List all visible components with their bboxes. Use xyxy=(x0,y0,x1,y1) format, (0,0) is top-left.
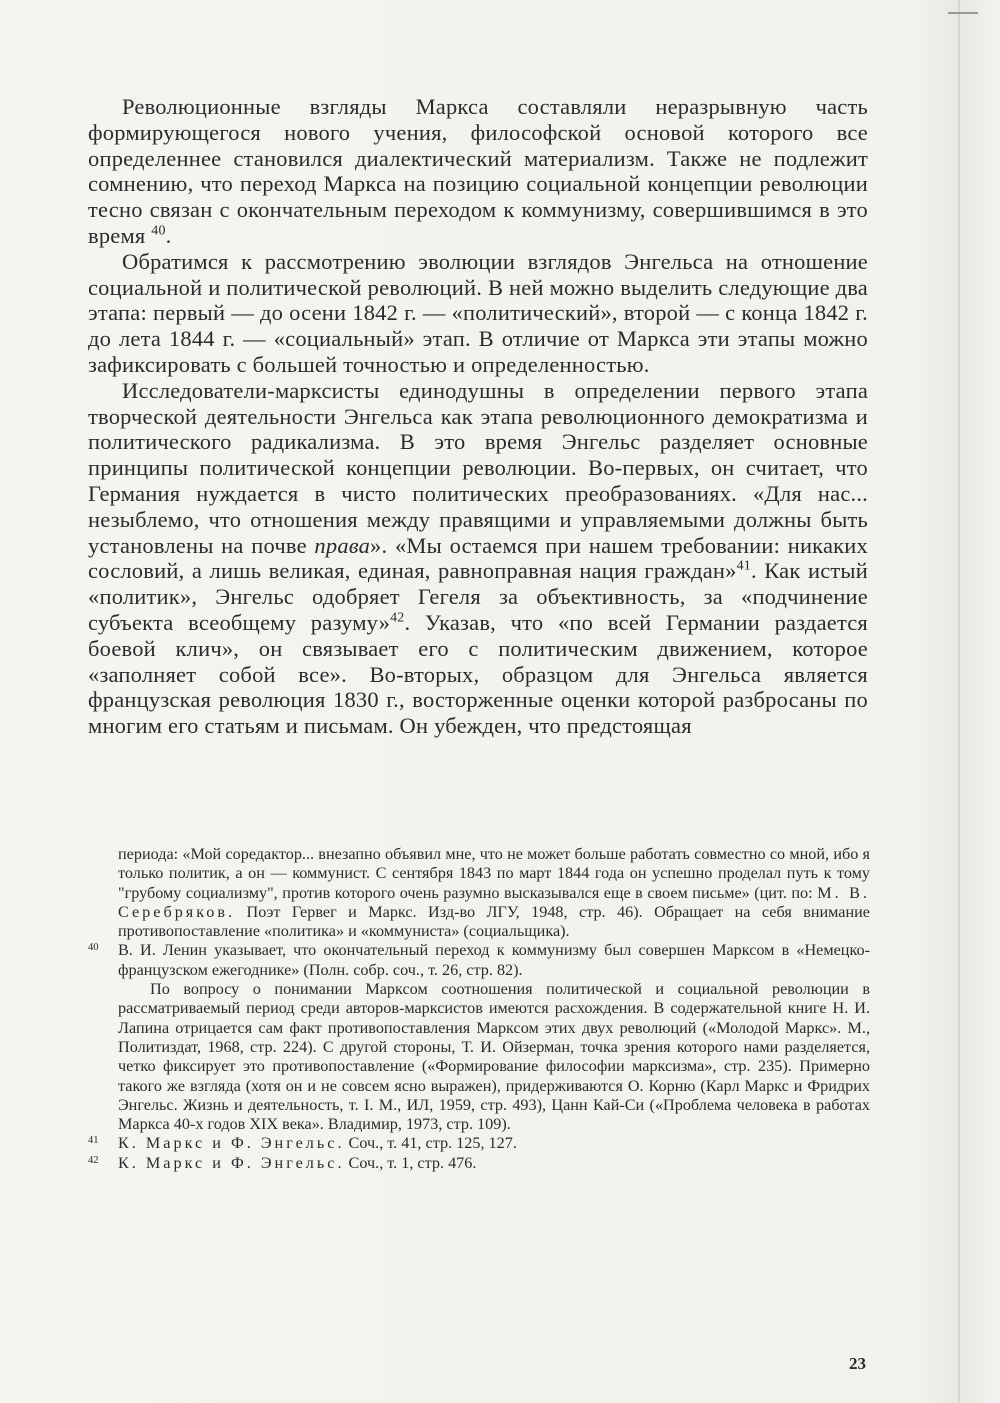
paragraph-3-part-d: . Указав, что «по всей Германии раздается боевой клич», он связывает его с политическим движением, которое «заполняет собой все». Во-вторых, образцом для Энгельса является французская революция 1830 г., восторженные оценки которой разбросаны по многим его статьям и письмам. Он убежден, что предстоящая xyxy=(88,609,868,739)
page-number: 23 xyxy=(849,1354,866,1373)
footnote-41-author: К. Маркс и Ф. Энгельс. xyxy=(118,1134,345,1153)
paragraph-1-end: . xyxy=(165,222,172,248)
footnote-42 xyxy=(88,1154,870,1173)
footnote-ref-40[interactable]: 40 xyxy=(151,223,166,239)
footnote-42-text: Соч., т. 1, стр. 476. xyxy=(348,1153,477,1172)
emphasis-word: права xyxy=(314,532,371,558)
paragraph-1-text: Революционные взгляды Маркса составляли неразрывную часть формирующегося нового учения, философской основой которого все определеннее становился диалектический материализм. Также не подлежит сомнению, что переход Маркса на позицию социальной концепции революции тесно связан с окончательным переходом к коммунизму, совершившимся в это время xyxy=(88,94,868,248)
paragraph-3-part-b: ». «Мы остаемся при нашем требовании: никаких сословий, а лишь великая, единая, равноправная нация граждан» xyxy=(88,532,868,584)
footnote-41-number: 41 xyxy=(88,1135,99,1147)
footnote-cont-part-b: Поэт Гервег и Маркс. Изд-во ЛГУ, 1948, стр. 46). Обращает на себя внимание противопоставление «политика» и «коммуниста» (социальщика). xyxy=(118,902,870,941)
footnote-41 xyxy=(88,1134,870,1153)
footnote-41-text: Соч., т. 41, стр. 125, 127. xyxy=(348,1134,517,1153)
footnote-40-number: 40 xyxy=(88,942,99,954)
footnote-ref-41[interactable]: 41 xyxy=(736,558,751,574)
footnotes xyxy=(88,845,870,1173)
footnote-cont-part-a: периода: «Мой соредактор... внезапно объявил мне, что не может больше работать совместно со мной, ибо я только политик, а он — коммунист. С сентября 1843 по март 1844 года он успешно проделал путь к тому "грубому социализму", против которого очень разумно высказывался еще в своем письме» (цит. по: xyxy=(118,845,870,902)
paragraph-3 xyxy=(88,378,868,739)
footnote-continuation xyxy=(88,845,870,941)
main-text xyxy=(88,94,868,739)
paragraph-2: Обратимся к рассмотрению эволюции взглядов Энгельса на отношение социальной и политической революций. В ней можно выделить следующие два этапа: первый — до осени 1842 г. — «политический», второй — с конца 1842 г. до лета 1844 г. — «социальный» этап. В отличие от Маркса эти этапы можно зафиксировать с большей точностью и определенностью. xyxy=(88,248,868,377)
footnote-42-number: 42 xyxy=(88,1154,99,1166)
footnote-cont-author: М. В. Серебряков. xyxy=(118,883,870,921)
paragraph-3-part-a: Исследователи-марксисты единодушны в определении первого этапа творческой деятельности Энгельса как этапа революционного демократизма и политического радикализма. В это время Энгельс разделяет основные принципы политической концепции революции. Во-первых, он считает, что Германия нуждается в чисто политических преобразованиях. «Для нас... незыблемо, что отношения между правящими и управляемыми должны быть установлены на почве xyxy=(88,377,868,558)
paragraph-1 xyxy=(88,94,868,249)
page-edge-mark xyxy=(948,12,978,14)
footnote-40-continued: По вопросу о понимании Марксом соотношения политической и социальной революции в рассматриваемый период среди авторов-марксистов имеются расхождения. В содержательной книге Н. И. Лапина отрицается сам факт противопоставления Марксом этих двух революций («Молодой Маркс». М., Политиздат, 1968, стр. 224). С другой стороны, Т. И. Ойзерман, точка зрения которого нами разделяется, четко фиксирует это противопоставление («Формирование философии марксизма», стр. 235). Примерно такого же взгляда (хотя он и не совсем ясно выражен), придерживаются О. Корню (Карл Маркс и Фридрих Энгельс. Жизнь и деятельность, т. I. М., ИЛ, 1959, стр. 493), Цанн Кай-Си («Проблема человека в работах Маркса 40-х годов XIX века». Владимир, 1973, стр. 109). xyxy=(118,980,870,1134)
footnote-40 xyxy=(88,941,870,980)
footnote-40-text: В. И. Ленин указывает, что окончательный переход к коммунизму был совершен Марксом в «Немецко-французском ежегоднике» (Полн. собр. соч., т. 26, стр. 82). xyxy=(118,941,870,979)
footnote-42-author: К. Маркс и Ф. Энгельс. xyxy=(118,1153,345,1172)
page-edge-line xyxy=(958,0,960,1403)
footnote-ref-42[interactable]: 42 xyxy=(390,610,405,626)
paragraph-3-part-c: . Как истый «политик», Энгельс одобряет Гегеля за объективность, за «подчинение субъекта всеобщему разуму» xyxy=(88,558,868,635)
